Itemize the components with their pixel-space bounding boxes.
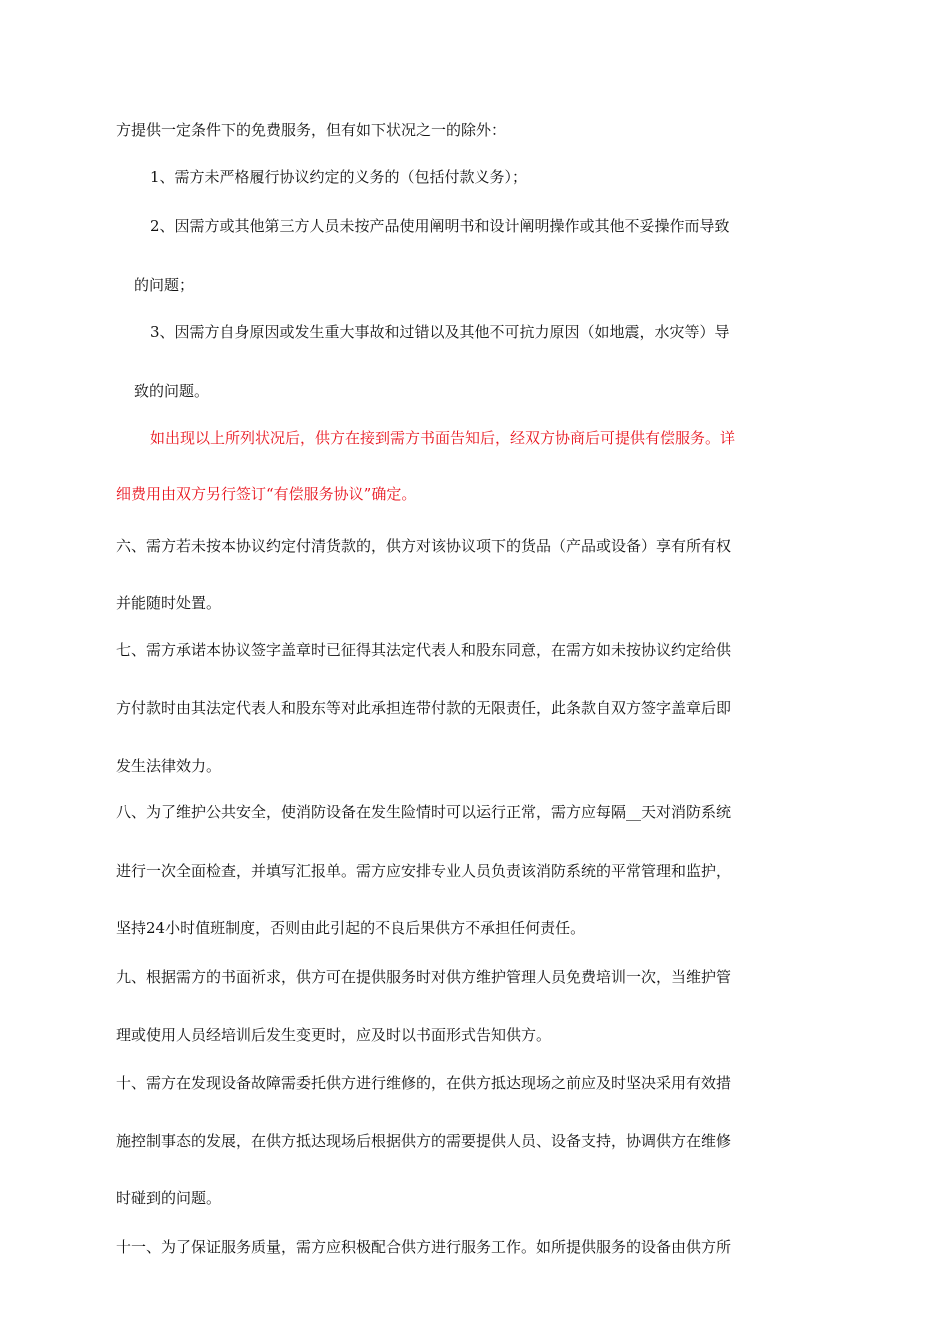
clause-eight-line: 坚持24小时值班制度，否则由此引起的不良后果供方不承担任何责任。 [116,919,586,937]
clause-ten-line: 十、需方在发现设备故障需委托供方进行维修的，在供方抵达现场之前应及时坚决采用有效措 [116,1074,732,1092]
clause-eleven-line: 十一、为了保证服务质量，需方应积极配合供方进行服务工作。如所提供服务的设备由供方所 [116,1238,732,1256]
list-item-3: 3、因需方自身原因或发生重大事故和过错以及其他不可抗力原因（如地震，水灾等）导 [150,323,730,341]
list-item-2-continuation: 的问题； [134,276,195,294]
list-item-1: 1、需方未严格履行协议约定的义务的（包括付款义务）； [150,168,528,186]
highlighted-note-line: 细费用由双方另行签订“有偿服务协议”确定。 [116,485,417,503]
clause-nine-line: 九、根据需方的书面祈求，供方可在提供服务时对供方维护管理人员免费培训一次，当维护管 [116,968,732,986]
highlighted-note-line: 如出现以上所列状况后，供方在接到需方书面告知后，经双方协商后可提供有偿服务。详 [150,429,736,447]
clause-six-line: 六、需方若未按本协议约定付清货款的，供方对该协议项下的货品（产品或设备）享有所有权 [116,537,732,555]
clause-ten-line: 施控制事态的发展，在供方抵达现场后根据供方的需要提供人员、设备支持，协调供方在维修 [116,1132,732,1150]
clause-ten-line: 时碰到的问题。 [116,1189,222,1207]
list-item-2: 2、因需方或其他第三方人员未按产品使用阐明书和设计阐明操作或其他不妥操作而导致 [150,217,730,235]
clause-nine-line: 理或使用人员经培训后发生变更时，应及时以书面形式告知供方。 [116,1026,552,1044]
clause-eight-line: 八、为了维护公共安全，使消防设备在发生险情时可以运行正常，需方应每隔__天对消防系统 [116,803,732,821]
clause-seven-line: 发生法律效力。 [116,757,222,775]
clause-seven-line: 七、需方承诺本协议签字盖章时已征得其法定代表人和股东同意，在需方如未按协议约定给供 [116,641,732,659]
paragraph-line: 方提供一定条件下的免费服务，但有如下状况之一的除外： [116,121,507,139]
clause-seven-line: 方付款时由其法定代表人和股东等对此承担连带付款的无限责任，此条款自双方签字盖章后即 [116,699,732,717]
list-item-3-continuation: 致的问题。 [134,382,210,400]
clause-six-line: 并能随时处置。 [116,594,222,612]
clause-eight-line: 进行一次全面检查，并填写汇报单。需方应安排专业人员负责该消防系统的平常管理和监护， [116,862,732,880]
